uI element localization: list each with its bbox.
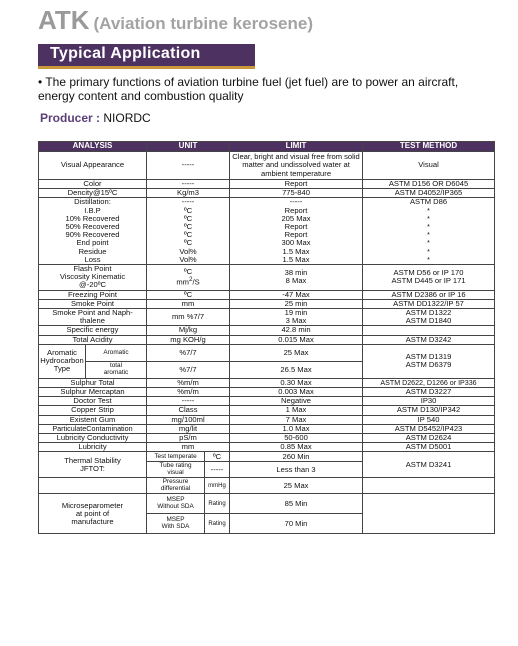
- method-cell: ASTM D4052/IP365: [363, 189, 495, 198]
- header-test-method: TEST METHOD: [363, 142, 495, 152]
- producer-line: [40, 111, 151, 125]
- unit-cell: mm: [147, 299, 230, 308]
- limit-cell: ----- Report 205 Max Report Report 300 Max 1.5 Max 1.5 Max: [230, 198, 363, 265]
- unit-line: /S: [192, 277, 200, 287]
- table-row: [39, 309, 495, 326]
- limit-cell: 7 Max: [230, 415, 363, 424]
- method-cell: ASTM D2624: [363, 434, 495, 443]
- analysis-cell: Existent Gum: [39, 415, 147, 424]
- unit-cell: [147, 265, 230, 291]
- table-row: [39, 434, 495, 443]
- analysis-cell: Freezing Point: [39, 290, 147, 299]
- method-cell: ASTM D1322 ASTM D1840: [363, 309, 495, 326]
- method-cell: Visual: [363, 152, 495, 180]
- table-row: [39, 326, 495, 335]
- table-row: [39, 478, 495, 494]
- limit-cell: Report: [230, 180, 363, 189]
- method-cell: [363, 494, 495, 534]
- unit-cell: Class: [147, 406, 230, 415]
- parameter-cell: Test temperate: [147, 452, 205, 462]
- method-cell: [363, 478, 495, 494]
- table-row: [39, 335, 495, 344]
- table-row: [39, 198, 495, 265]
- analysis-cell: Specific energy: [39, 326, 147, 335]
- limit-cell: 0.003 Max: [230, 388, 363, 397]
- analysis-cell: Smoke Point: [39, 299, 147, 308]
- parameter-cell: Pressure differential: [147, 478, 205, 494]
- limit-cell: 85 Min: [230, 494, 363, 514]
- analysis-cell: Doctor Test: [39, 397, 147, 406]
- limit-cell: 260 Min: [230, 452, 363, 462]
- analysis-cell: Smoke Point and Naph- thalene: [39, 309, 147, 326]
- table-row: [39, 494, 495, 514]
- unit-cell: mmHg: [205, 478, 230, 494]
- unit-cell: -----: [147, 180, 230, 189]
- limit-cell: Clear, bright and visual free from solid matter and undissolved water at ambient temperature: [230, 152, 363, 180]
- limit-cell: 50-600: [230, 434, 363, 443]
- limit-cell: 26.5 Max: [230, 361, 363, 378]
- method-cell: ASTM D3241: [363, 452, 495, 478]
- analysis-cell: Thermal Stability JFTOT:: [39, 452, 147, 478]
- parameter-cell: MSEP With SDA: [147, 514, 205, 534]
- total-aromatic-label: total aromatic: [86, 361, 147, 378]
- table-row: [39, 290, 495, 299]
- method-cell: ASTM D156 OR D6045: [363, 180, 495, 189]
- limit-cell: 0.30 Max: [230, 378, 363, 387]
- method-cell: ASTM D1319 ASTM D6379: [363, 344, 495, 378]
- analysis-cell: Sulphur Total: [39, 378, 147, 387]
- unit-cell: %7/7: [147, 344, 230, 361]
- method-cell: ASTM D130/IP342: [363, 406, 495, 415]
- table-row: [39, 424, 495, 433]
- limit-cell: 25 min: [230, 299, 363, 308]
- header-unit: UNIT: [147, 142, 230, 152]
- method-cell: ASTM DD1322/IP 57: [363, 299, 495, 308]
- unit-cell: -----: [205, 462, 230, 478]
- unit-cell: Rating: [205, 494, 230, 514]
- analysis-cell: [39, 478, 147, 494]
- unit-cell: Mj/kg: [147, 326, 230, 335]
- unit-cell: ----- ºC ºC ºC ºC ºC Vol% Vol%: [147, 198, 230, 265]
- method-cell: IP30: [363, 397, 495, 406]
- analysis-cell: Lubricity Conductivity: [39, 434, 147, 443]
- limit-cell: 775-840: [230, 189, 363, 198]
- unit-cell: mm: [147, 443, 230, 452]
- table-row: [39, 344, 495, 361]
- table-row: [39, 443, 495, 452]
- method-cell: [363, 326, 495, 335]
- header-limit: LIMIT: [230, 142, 363, 152]
- analysis-cell: Lubricity: [39, 443, 147, 452]
- table-row: [39, 452, 495, 462]
- analysis-cell: Flash Point Viscosity Kinematic @-20ºC: [39, 265, 147, 291]
- unit-exponent: 2: [188, 276, 193, 284]
- table-row: [39, 397, 495, 406]
- product-code: ATK: [38, 5, 90, 35]
- unit-cell: %m/m: [147, 378, 230, 387]
- table-row: [39, 388, 495, 397]
- limit-cell: 70 Min: [230, 514, 363, 534]
- unit-cell: mm %7/7: [147, 309, 230, 326]
- limit-cell: Less than 3: [230, 462, 363, 478]
- limit-cell: 1.0 Max: [230, 424, 363, 433]
- analysis-cell: Distillation: I.B.P 10% Recovered 50% Recovered 90% Recovered End point Residue Loss: [39, 198, 147, 265]
- producer-value: NIORDC: [103, 111, 151, 125]
- method-cell: ASTM D3242: [363, 335, 495, 344]
- unit-cell: mg KOH/g: [147, 335, 230, 344]
- analysis-cell: Copper Strip: [39, 406, 147, 415]
- limit-cell: 42.8 min: [230, 326, 363, 335]
- product-name: (Aviation turbine kerosene): [93, 14, 313, 33]
- table-row: [39, 189, 495, 198]
- unit-cell: mg/lit: [147, 424, 230, 433]
- spec-table: [38, 141, 495, 534]
- table-row: [39, 299, 495, 308]
- section-banner: [38, 44, 255, 69]
- limit-cell: 1 Max: [230, 406, 363, 415]
- page-title: [38, 5, 313, 36]
- table-row: [39, 265, 495, 291]
- parameter-cell: Tube rating visual: [147, 462, 205, 478]
- method-cell: ASTM D5452/IP423: [363, 424, 495, 433]
- method-cell: ASTM D5001: [363, 443, 495, 452]
- table-row: [39, 152, 495, 180]
- table-header-row: [39, 142, 495, 152]
- method-cell: ASTM D2386 or IP 16: [363, 290, 495, 299]
- unit-cell: ºC: [147, 290, 230, 299]
- limit-cell: 0.015 Max: [230, 335, 363, 344]
- analysis-cell: Dencity@15ºC: [39, 189, 147, 198]
- analysis-cell: ParticulateContamination: [39, 424, 147, 433]
- unit-cell: pS/m: [147, 434, 230, 443]
- method-cell: ASTM D86 * * * * * * *: [363, 198, 495, 265]
- analysis-cell: Microseparometer at point of manufacture: [39, 494, 147, 534]
- limit-cell: 19 min 3 Max: [230, 309, 363, 326]
- unit-cell: Rating: [205, 514, 230, 534]
- limit-cell: Negative: [230, 397, 363, 406]
- limit-cell: 25 Max: [230, 478, 363, 494]
- parameter-cell: MSEP Without SDA: [147, 494, 205, 514]
- unit-line: ºC: [183, 266, 193, 276]
- method-cell: ASTM D56 or IP 170 ASTM D445 or IP 171: [363, 265, 495, 291]
- table-row: [39, 378, 495, 387]
- unit-cell: %7/7: [147, 361, 230, 378]
- unit-cell: ºC: [205, 452, 230, 462]
- aromatic-label: Aromatic: [86, 344, 147, 361]
- table-row: [39, 406, 495, 415]
- section-title: Typical Application: [50, 45, 201, 62]
- table-row: [39, 415, 495, 424]
- analysis-cell: Total Acidity: [39, 335, 147, 344]
- producer-label: Producer :: [40, 111, 101, 125]
- limit-cell: -47 Max: [230, 290, 363, 299]
- method-cell: IP 540: [363, 415, 495, 424]
- analysis-cell: Color: [39, 180, 147, 189]
- unit-cell: %m/m: [147, 388, 230, 397]
- unit-cell: -----: [147, 152, 230, 180]
- method-cell: ASTM D2622, D1266 or IP336: [363, 378, 495, 387]
- limit-cell: 0.85 Max: [230, 443, 363, 452]
- method-cell: ASTM D3227: [363, 388, 495, 397]
- unit-line: mm: [176, 277, 189, 287]
- header-analysis: ANALYSIS: [39, 142, 147, 152]
- limit-cell: 25 Max: [230, 344, 363, 361]
- analysis-cell: Visual Appearance: [39, 152, 147, 180]
- unit-cell: mg/100ml: [147, 415, 230, 424]
- hydrocarbon-type-label: Aromatic Hydrocarbon Type: [39, 344, 86, 378]
- table-row: [39, 180, 495, 189]
- unit-cell: Kg/m3: [147, 189, 230, 198]
- description-text: • The primary functions of aviation turbine fuel (jet fuel) are to power an aircraft, energy content and combustion quality: [38, 75, 459, 103]
- unit-cell: -----: [147, 397, 230, 406]
- limit-cell: 38 min 8 Max: [230, 265, 363, 291]
- analysis-cell: Sulphur Mercaptan: [39, 388, 147, 397]
